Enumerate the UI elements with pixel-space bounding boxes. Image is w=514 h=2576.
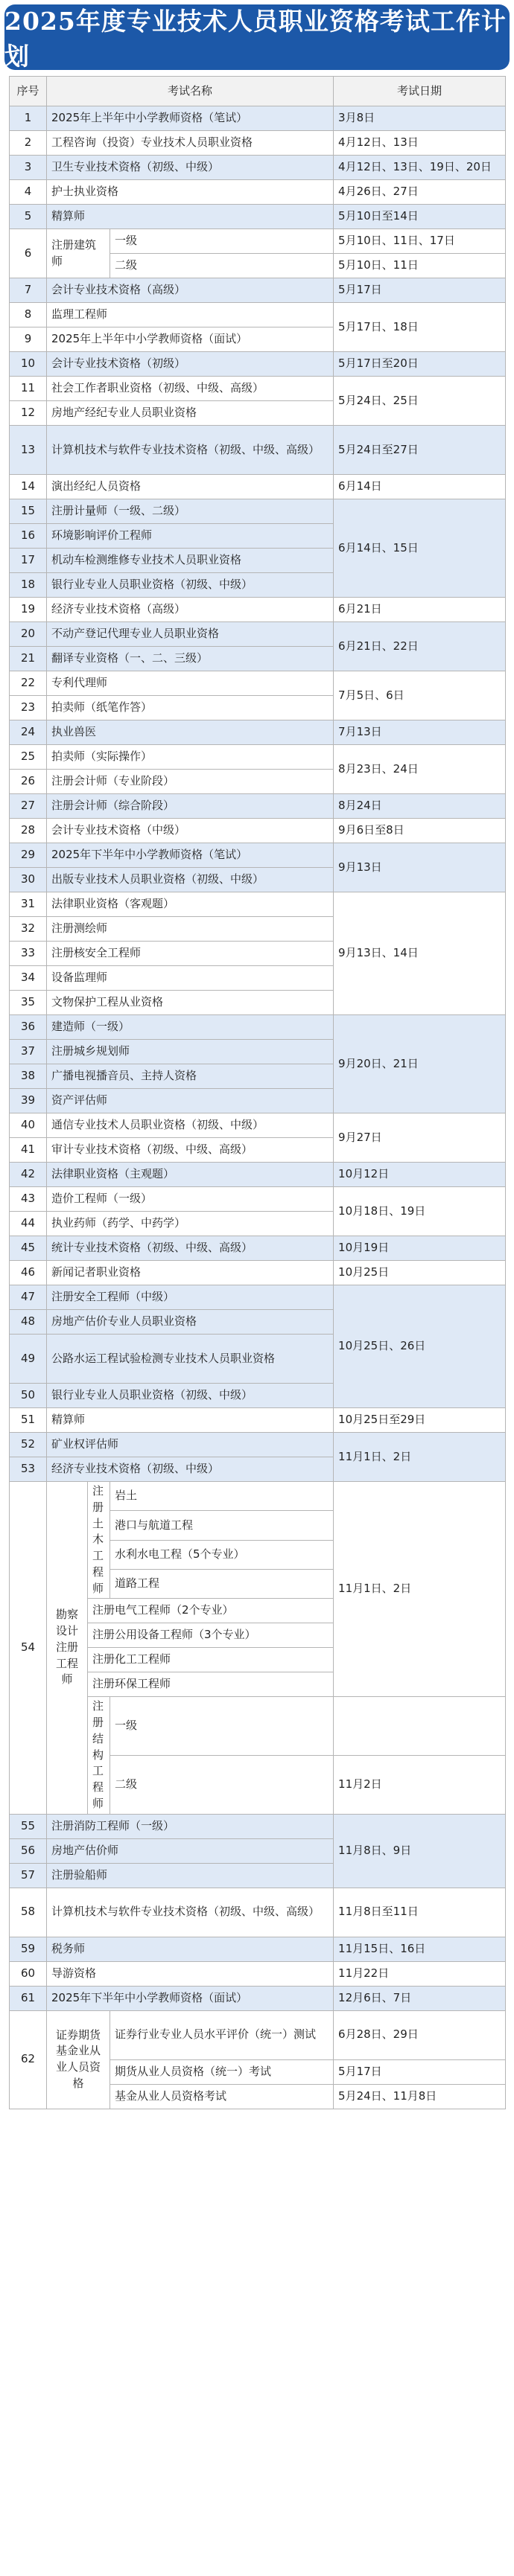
exam-name: 房地产估价师 — [47, 1838, 334, 1863]
exam-name: 通信专业技术人员职业资格（初级、中级） — [47, 1113, 334, 1138]
row-no: 21 — [10, 647, 47, 671]
table-row — [10, 598, 506, 622]
exam-subname: 注册结构工程师 — [88, 1697, 110, 1814]
exam-schedule-table — [9, 76, 506, 2109]
exam-item: 一级 — [110, 1697, 334, 1756]
exam-date: 5月10日至14日 — [334, 205, 506, 229]
table-row — [10, 720, 506, 745]
exam-name: 注册会计师（综合阶段） — [47, 794, 334, 819]
row-no: 2 — [10, 131, 47, 156]
exam-name: 2025年下半年中小学教师资格（笔试） — [47, 843, 334, 868]
table-row — [10, 892, 506, 917]
row-no: 33 — [10, 942, 47, 966]
row-no: 5 — [10, 205, 47, 229]
exam-date: 6月28日、29日 — [334, 2010, 506, 2059]
exam-name: 会计专业技术资格（初级） — [47, 352, 334, 377]
row-no: 14 — [10, 475, 47, 499]
row-no: 4 — [10, 180, 47, 205]
exam-date-blank — [334, 1697, 506, 1756]
exam-name: 注册城乡规划师 — [47, 1040, 334, 1064]
table-row — [10, 1408, 506, 1433]
exam-name: 注册建筑师 — [47, 229, 110, 278]
row-no: 10 — [10, 352, 47, 377]
row-no: 31 — [10, 892, 47, 917]
exam-name: 卫生专业技术资格（初级、中级） — [47, 156, 334, 180]
row-no: 61 — [10, 1986, 47, 2010]
exam-date: 7月5日、6日 — [334, 671, 506, 720]
exam-date: 5月24日、11月8日 — [334, 2084, 506, 2109]
exam-date: 8月24日 — [334, 794, 506, 819]
exam-name: 设备监理师 — [47, 966, 334, 991]
exam-subname: 注册电气工程师（2个专业） — [88, 1599, 334, 1623]
row-no: 50 — [10, 1384, 47, 1408]
column-header-no: 序号 — [10, 77, 47, 106]
table-row — [10, 499, 506, 524]
exam-name: 经济专业技术资格（高级） — [47, 598, 334, 622]
row-no: 11 — [10, 377, 47, 401]
table-row — [10, 278, 506, 303]
exam-name: 执业兽医 — [47, 720, 334, 745]
table-row — [10, 303, 506, 327]
row-no: 7 — [10, 278, 47, 303]
row-no: 46 — [10, 1261, 47, 1285]
table-row — [10, 156, 506, 180]
exam-name: 注册安全工程师（中级） — [47, 1285, 334, 1310]
exam-name: 监理工程师 — [47, 303, 334, 327]
exam-date: 12月6日、7日 — [334, 1986, 506, 2010]
page-title: 2025年度专业技术人员职业资格考试工作计划 — [4, 7, 507, 71]
exam-name: 精算师 — [47, 205, 334, 229]
row-no: 54 — [10, 1482, 47, 1815]
exam-name: 注册测绘师 — [47, 917, 334, 942]
exam-name: 资产评估师 — [47, 1089, 334, 1113]
row-no: 17 — [10, 549, 47, 573]
row-no: 23 — [10, 696, 47, 720]
column-header-name: 考试名称 — [47, 77, 334, 106]
exam-name: 房地产估价专业人员职业资格 — [47, 1310, 334, 1335]
exam-item: 道路工程 — [110, 1569, 334, 1598]
exam-subname: 注册环保工程师 — [88, 1672, 334, 1697]
exam-date: 6月21日 — [334, 598, 506, 622]
column-header-date: 考试日期 — [334, 77, 506, 106]
row-no: 34 — [10, 966, 47, 991]
exam-name: 拍卖师（实际操作） — [47, 745, 334, 770]
exam-name: 计算机技术与软件专业技术资格（初级、中级、高级） — [47, 1888, 334, 1937]
exam-date: 5月17日 — [334, 278, 506, 303]
exam-date: 5月24日、25日 — [334, 377, 506, 426]
table-row — [10, 106, 506, 131]
exam-name: 勘察设计注册工程师 — [47, 1482, 88, 1815]
exam-subname: 证券行业专业人员水平评价（统一）测试 — [110, 2010, 334, 2059]
exam-name: 银行业专业人员职业资格（初级、中级） — [47, 1384, 334, 1408]
exam-date: 11月15日、16日 — [334, 1937, 506, 1961]
exam-name: 注册核安全工程师 — [47, 942, 334, 966]
exam-date: 11月8日、9日 — [334, 1814, 506, 1888]
exam-name: 2025年上半年中小学教师资格（笔试） — [47, 106, 334, 131]
table-row — [10, 1888, 506, 1937]
row-no: 45 — [10, 1236, 47, 1261]
exam-name: 专利代理师 — [47, 671, 334, 696]
exam-date: 10月12日 — [334, 1163, 506, 1187]
title-banner — [4, 4, 510, 70]
table-row — [10, 1236, 506, 1261]
row-no: 3 — [10, 156, 47, 180]
row-no: 9 — [10, 327, 47, 352]
table-row — [10, 1261, 506, 1285]
table-row — [10, 352, 506, 377]
table-row — [10, 1986, 506, 2010]
row-no: 13 — [10, 426, 47, 475]
table-row — [10, 819, 506, 843]
exam-name: 2025年上半年中小学教师资格（面试） — [47, 327, 334, 352]
exam-name: 机动车检测维修专业技术人员职业资格 — [47, 549, 334, 573]
exam-date: 5月17日至20日 — [334, 352, 506, 377]
table-row — [10, 377, 506, 401]
exam-date: 6月14日 — [334, 475, 506, 499]
exam-name: 矿业权评估师 — [47, 1433, 334, 1457]
exam-subname: 二级 — [110, 254, 334, 278]
row-no: 20 — [10, 622, 47, 647]
table-row — [10, 2010, 506, 2059]
table-row — [10, 1433, 506, 1457]
exam-item: 水利水电工程（5个专业） — [110, 1540, 334, 1569]
row-no: 55 — [10, 1814, 47, 1838]
exam-item: 岩土 — [110, 1482, 334, 1511]
table-header-row — [10, 77, 506, 106]
exam-date: 6月21日、22日 — [334, 622, 506, 671]
table-row — [10, 843, 506, 868]
row-no: 19 — [10, 598, 47, 622]
row-no: 12 — [10, 401, 47, 426]
exam-name: 注册验船师 — [47, 1863, 334, 1888]
exam-item: 港口与航道工程 — [110, 1511, 334, 1540]
table-row — [10, 745, 506, 770]
row-no: 47 — [10, 1285, 47, 1310]
exam-name: 新闻记者职业资格 — [47, 1261, 334, 1285]
table-row — [10, 1937, 506, 1961]
table-row — [10, 794, 506, 819]
exam-date: 11月2日 — [334, 1755, 506, 1814]
exam-date: 9月20日、21日 — [334, 1015, 506, 1113]
row-no: 60 — [10, 1961, 47, 1986]
exam-date: 10月25日、26日 — [334, 1285, 506, 1408]
exam-name: 公路水运工程试验检测专业技术人员职业资格 — [47, 1335, 334, 1384]
exam-name: 银行业专业人员职业资格（初级、中级） — [47, 573, 334, 598]
table-row — [10, 622, 506, 647]
row-no: 27 — [10, 794, 47, 819]
exam-name: 统计专业技术资格（初级、中级、高级） — [47, 1236, 334, 1261]
exam-name: 计算机技术与软件专业技术资格（初级、中级、高级） — [47, 426, 334, 475]
exam-name: 不动产登记代理专业人员职业资格 — [47, 622, 334, 647]
exam-name: 演出经纪人员资格 — [47, 475, 334, 499]
exam-date: 7月13日 — [334, 720, 506, 745]
exam-name: 注册消防工程师（一级） — [47, 1814, 334, 1838]
exam-date: 4月26日、27日 — [334, 180, 506, 205]
exam-item: 二级 — [110, 1755, 334, 1814]
exam-date: 10月19日 — [334, 1236, 506, 1261]
exam-name: 翻译专业资格（一、二、三级） — [47, 647, 334, 671]
table-row — [10, 131, 506, 156]
exam-name: 导游资格 — [47, 1961, 334, 1986]
exam-name: 护士执业资格 — [47, 180, 334, 205]
exam-name: 出版专业技术人员职业资格（初级、中级） — [47, 868, 334, 892]
table-row — [10, 475, 506, 499]
exam-name: 房地产经纪专业人员职业资格 — [47, 401, 334, 426]
row-no: 32 — [10, 917, 47, 942]
row-no: 43 — [10, 1187, 47, 1212]
row-no: 1 — [10, 106, 47, 131]
row-no: 58 — [10, 1888, 47, 1937]
exam-date: 5月17日 — [334, 2059, 506, 2084]
exam-date: 8月23日、24日 — [334, 745, 506, 794]
exam-subname: 一级 — [110, 229, 334, 254]
exam-name: 环境影响评价工程师 — [47, 524, 334, 549]
row-no: 16 — [10, 524, 47, 549]
row-no: 41 — [10, 1138, 47, 1163]
exam-date: 5月10日、11日、17日 — [334, 229, 506, 254]
table-row — [10, 1163, 506, 1187]
row-no: 52 — [10, 1433, 47, 1457]
table-row — [10, 1482, 506, 1511]
table-row — [10, 1285, 506, 1310]
exam-name: 2025年下半年中小学教师资格（面试） — [47, 1986, 334, 2010]
exam-subname: 基金从业人员资格考试 — [110, 2084, 334, 2109]
row-no: 62 — [10, 2010, 47, 2109]
exam-date: 11月1日、2日 — [334, 1433, 506, 1482]
exam-name: 会计专业技术资格（中级） — [47, 819, 334, 843]
exam-date: 9月13日、14日 — [334, 892, 506, 1015]
row-no: 26 — [10, 770, 47, 794]
row-no: 59 — [10, 1937, 47, 1961]
table-row — [10, 1015, 506, 1040]
row-no: 56 — [10, 1838, 47, 1863]
exam-name: 拍卖师（纸笔作答） — [47, 696, 334, 720]
exam-date: 11月22日 — [334, 1961, 506, 1986]
row-no: 51 — [10, 1408, 47, 1433]
exam-name: 造价工程师（一级） — [47, 1187, 334, 1212]
exam-name: 社会工作者职业资格（初级、中级、高级） — [47, 377, 334, 401]
exam-subname: 注册土木工程师 — [88, 1482, 110, 1599]
row-no: 40 — [10, 1113, 47, 1138]
row-no: 15 — [10, 499, 47, 524]
table-row — [10, 1187, 506, 1212]
exam-name: 建造师（一级） — [47, 1015, 334, 1040]
exam-date: 10月18日、19日 — [334, 1187, 506, 1236]
exam-name: 精算师 — [47, 1408, 334, 1433]
table-row — [10, 205, 506, 229]
row-no: 8 — [10, 303, 47, 327]
exam-date: 9月13日 — [334, 843, 506, 892]
exam-name: 会计专业技术资格（高级） — [47, 278, 334, 303]
row-no: 38 — [10, 1064, 47, 1089]
exam-date: 5月17日、18日 — [334, 303, 506, 352]
row-no: 53 — [10, 1457, 47, 1482]
table-row — [10, 180, 506, 205]
exam-name: 证券期货基金业从业人员资格 — [47, 2010, 110, 2109]
row-no: 37 — [10, 1040, 47, 1064]
exam-name: 审计专业技术资格（初级、中级、高级） — [47, 1138, 334, 1163]
exam-subname: 期货从业人员资格（统一）考试 — [110, 2059, 334, 2084]
exam-date: 11月8日至11日 — [334, 1888, 506, 1937]
exam-date: 6月14日、15日 — [334, 499, 506, 598]
exam-name: 工程咨询（投资）专业技术人员职业资格 — [47, 131, 334, 156]
row-no: 39 — [10, 1089, 47, 1113]
row-no: 24 — [10, 720, 47, 745]
exam-date: 9月6日至8日 — [334, 819, 506, 843]
exam-name: 法律职业资格（客观题） — [47, 892, 334, 917]
exam-date: 10月25日 — [334, 1261, 506, 1285]
table-row — [10, 426, 506, 475]
row-no: 35 — [10, 991, 47, 1015]
row-no: 44 — [10, 1212, 47, 1236]
row-no: 57 — [10, 1863, 47, 1888]
exam-date: 10月25日至29日 — [334, 1408, 506, 1433]
exam-date: 5月10日、11日 — [334, 254, 506, 278]
row-no: 25 — [10, 745, 47, 770]
table-row — [10, 1961, 506, 1986]
exam-name: 文物保护工程从业资格 — [47, 991, 334, 1015]
row-no: 22 — [10, 671, 47, 696]
table-row — [10, 1814, 506, 1838]
exam-name: 广播电视播音员、主持人资格 — [47, 1064, 334, 1089]
exam-date: 5月24日至27日 — [334, 426, 506, 475]
row-no: 28 — [10, 819, 47, 843]
exam-name: 法律职业资格（主观题） — [47, 1163, 334, 1187]
exam-date: 3月8日 — [334, 106, 506, 131]
exam-subname: 注册公用设备工程师（3个专业） — [88, 1623, 334, 1648]
exam-date: 4月12日、13日 — [334, 131, 506, 156]
row-no: 6 — [10, 229, 47, 278]
exam-date: 9月27日 — [334, 1113, 506, 1163]
exam-date: 11月1日、2日 — [334, 1482, 506, 1697]
row-no: 29 — [10, 843, 47, 868]
exam-name: 经济专业技术资格（初级、中级） — [47, 1457, 334, 1482]
row-no: 30 — [10, 868, 47, 892]
exam-date: 4月12日、13日、19日、20日 — [334, 156, 506, 180]
table-row — [10, 671, 506, 696]
row-no: 36 — [10, 1015, 47, 1040]
row-no: 18 — [10, 573, 47, 598]
row-no: 49 — [10, 1335, 47, 1384]
table-row — [10, 229, 506, 254]
exam-subname: 注册化工工程师 — [88, 1648, 334, 1672]
exam-name: 注册计量师（一级、二级） — [47, 499, 334, 524]
row-no: 48 — [10, 1310, 47, 1335]
exam-name: 税务师 — [47, 1937, 334, 1961]
exam-name: 注册会计师（专业阶段） — [47, 770, 334, 794]
exam-name: 执业药师（药学、中药学） — [47, 1212, 334, 1236]
row-no: 42 — [10, 1163, 47, 1187]
table-row — [10, 1113, 506, 1138]
